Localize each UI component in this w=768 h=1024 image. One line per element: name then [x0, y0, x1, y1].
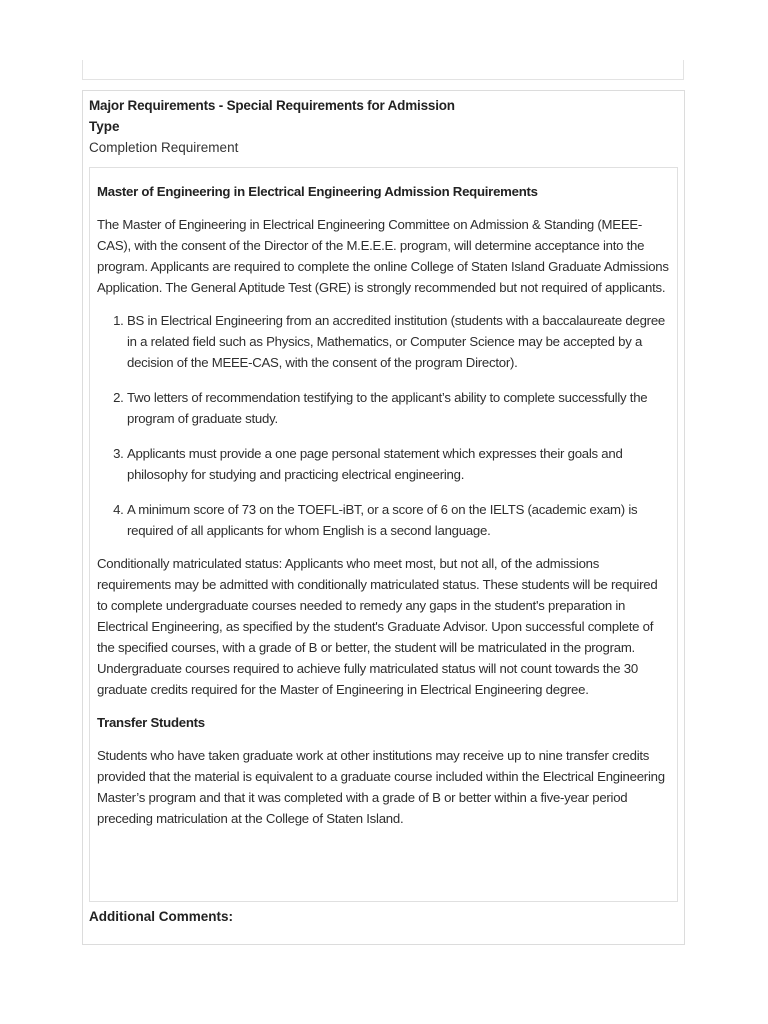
list-item: 1. BS in Electrical Engineering from an accredited institution (students with a baccalaureate degree in a related field such as Physics, Mathematics, or Computer Science may be accepted by a decision of the MEEE-CAS, with the consent of the program Director). — [127, 310, 671, 373]
previous-panel-edge — [82, 60, 684, 80]
list-item: 2. Two letters of recommendation testifying to the applicant’s ability to complete successfully the program of graduate study. — [127, 387, 671, 429]
additional-comments-label: Additional Comments: — [89, 909, 233, 924]
list-item: 4. A minimum score of 73 on the TOEFL-iBT, or a score of 6 on the IELTS (academic exam) is required of all applicants for whom English is a second language. — [127, 499, 671, 541]
type-value: Completion Requirement — [89, 140, 239, 155]
requirement-title: Major Requirements - Special Requirements for Admission — [89, 98, 455, 113]
requirement-description — [97, 181, 671, 841]
list-item: 3. Applicants must provide a one page personal statement which expresses their goals and philosophy for studying and practicing electrical engineering. — [127, 443, 671, 485]
requirements-list — [97, 310, 671, 541]
type-label: Type — [89, 119, 120, 134]
section-heading: Master of Engineering in Electrical Engineering Admission Requirements — [97, 184, 538, 199]
conditional-status-paragraph: Conditionally matriculated status: Applicants who meet most, but not all, of the admissions requirements may be admitted with conditionally matriculated status. These students will be required to complete undergraduate courses needed to remedy any gaps in the student's preparation in Electrical Engineering, as specified by the student's Graduate Advisor. Upon successful complete of the specified courses, with a grade of B or better, the student will be matriculated in the program. Undergraduate courses required to achieve fully matriculated status will not count towards the 30 graduate credits required for the Master of Engineering in Electrical Engineering degree. — [97, 556, 658, 697]
transfer-students-paragraph: Students who have taken graduate work at other institutions may receive up to nine transfer credits provided that the material is equivalent to a graduate course included within the Electrical Engineering Master’s program and that it was completed with a grade of B or better within a five-year period preceding matriculation at the College of Staten Island. — [97, 748, 665, 826]
transfer-students-heading: Transfer Students — [97, 715, 205, 730]
intro-paragraph: The Master of Engineering in Electrical Engineering Committee on Admission & Standing (MEEE-CAS), with the consent of the Director of the M.E.E.E. program, will determine acceptance into the program. Applicants are required to complete the online College of Staten Island Graduate Admissions Application. The General Aptitude Test (GRE) is strongly recommended but not required of applicants. — [97, 217, 669, 295]
